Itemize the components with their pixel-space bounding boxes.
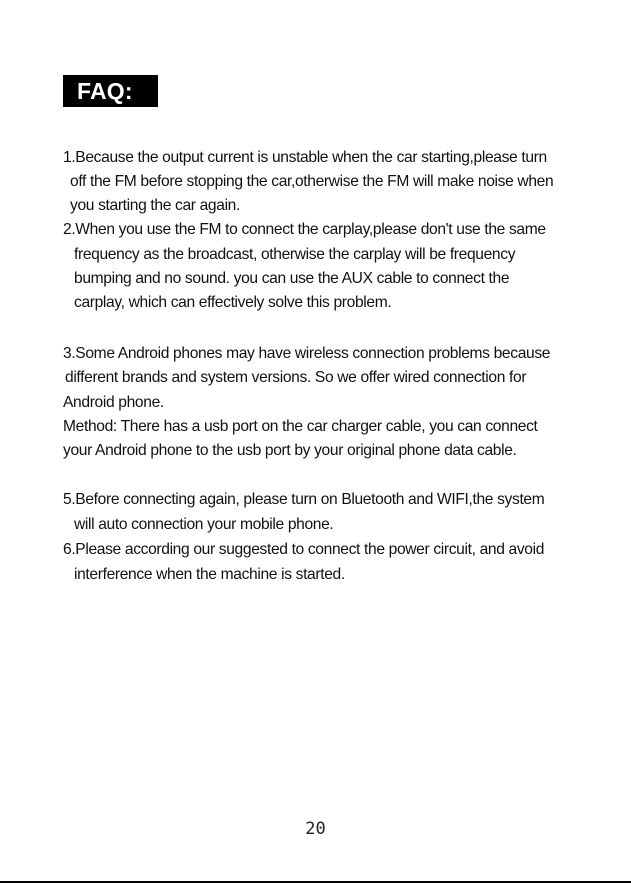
faq-line-7: carplay, which can effectively solve this problem. (74, 294, 392, 311)
faq-heading: FAQ: (63, 75, 158, 107)
faq-line-12: your Android phone to the usb port by your original phone data cable. (63, 442, 517, 459)
faq-line-5: frequency as the broadcast, otherwise the carplay will be frequency (74, 246, 516, 263)
faq-line-4: 2.When you use the FM to connect the carplay,please don't use the same (63, 221, 546, 238)
faq-line-2: off the FM before stopping the car,otherwise the FM will make noise when (70, 173, 554, 190)
faq-line-8: 3.Some Android phones may have wireless connection problems because (63, 345, 551, 362)
faq-line-11: Method: There has a usb port on the car charger cable, you can connect (63, 418, 538, 435)
faq-line-13: 5.Before connecting again, please turn on Bluetooth and WIFI,the system (63, 491, 545, 508)
faq-line-15: 6.Please according our suggested to connect the power circuit, and avoid (63, 541, 545, 558)
faq-line-3: you starting the car again. (70, 197, 240, 214)
faq-line-14: will auto connection your mobile phone. (74, 516, 334, 533)
page-number: 20 (305, 819, 326, 839)
faq-line-1: 1.Because the output current is unstable when the car starting,please turn (63, 149, 547, 166)
faq-line-16: interference when the machine is started. (74, 566, 345, 583)
faq-line-10: Android phone. (63, 394, 164, 411)
faq-line-6: bumping and no sound. you can use the AUX cable to connect the (74, 270, 510, 287)
faq-line-9: different brands and system versions. So we offer wired connection for (65, 369, 527, 386)
